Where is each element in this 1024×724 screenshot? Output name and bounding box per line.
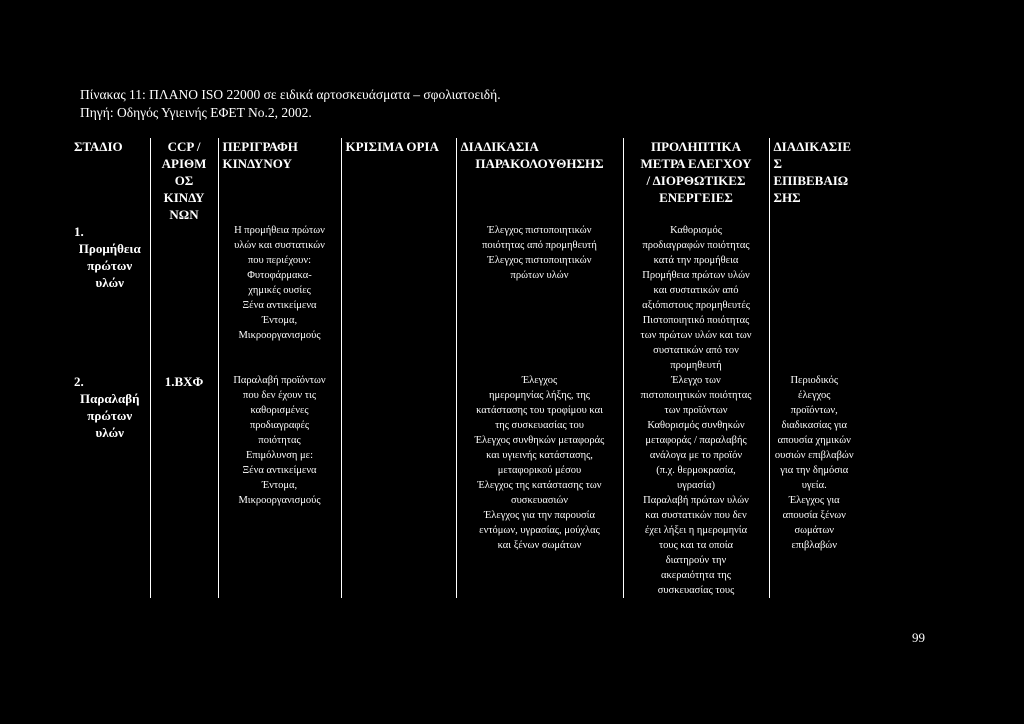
hazard-cell: Παραλαβή προϊόντων που δεν έχουν τις καθορισμένες προδιαγραφές ποιότητας Επιμόλυνση με: Ξένα αντικείμενα Έντομα, Μικροοργανισμούς — [218, 373, 341, 598]
caption-title: Πίνακας 11: ΠΛΑΝΟ ISO 22000 σε ειδικά αρτοσκευάσματα – σφολιατοειδή. — [80, 87, 501, 102]
haccp-table — [70, 138, 859, 598]
stage-cell: 2. Παραλαβή πρώτων υλών — [70, 373, 150, 598]
preventive-cell: Έλεγχο των πιστοποιητικών ποιότητας των προϊόντων Καθορισμός συνθηκών μεταφοράς / παραλαβής ανάλογα με το προϊόν (π.χ. θερμοκρασία, υγρασία) Παραλαβή πρώτων υλών και συστατικών που δεν έχει λήξει η ημερομηνία τους και τα οποία διατηρούν την ακεραιότητα της συσκευασίας τους — [623, 373, 769, 598]
header-verification: ΔΙΑΔΙΚΑΣΙΕ Σ ΕΠΙΒΕΒΑΙΩ ΣΗΣ — [773, 139, 852, 205]
header-critical-limits: ΚΡΙΣΙΜΑ ΟΡΙΑ — [341, 138, 456, 223]
header-monitoring: ΔΙΑΔΙΚΑΣΙΑ ΠΑΡΑΚΟΛΟΥΘΗΣΗΣ — [456, 138, 623, 223]
limits-cell — [341, 373, 456, 598]
stage-cell: 1. Προμήθεια πρώτων υλών — [70, 223, 150, 373]
ccp-cell: 1.ΒΧΦ — [150, 373, 218, 598]
header-hazard: ΠΕΡΙΓΡΑΦΗ ΚΙΝΔΥΝΟΥ — [218, 138, 341, 223]
table-header-row — [70, 138, 859, 223]
table-caption — [80, 86, 501, 122]
caption-source: Πηγή: Οδηγός Υγιεινής ΕΦΕΤ No.2, 2002. — [80, 105, 312, 120]
table-row — [70, 373, 859, 598]
monitoring-cell: Έλεγχος πιστοποιητικών ποιότητας από προμηθευτή Έλεγχος πιστοποιητικών πρώτων υλών — [456, 223, 623, 373]
table-row — [70, 223, 859, 373]
preventive-cell: Καθορισμός προδιαγραφών ποιότητας κατά την προμήθεια Προμήθεια πρώτων υλών και συστατικών από αξιόπιστους προμηθευτές Πιστοποιητικό ποιότητας των πρώτων υλών και των συστατικών από τον προμηθευτή — [623, 223, 769, 373]
hazard-cell: Η προμήθεια πρώτων υλών και συστατικών που περιέχουν: Φυτοφάρμακα- χημικές ουσίες Ξένα αντικείμενα Έντομα, Μικροοργανισμούς — [218, 223, 341, 373]
header-ccp: CCP / ΑΡΙΘΜ ΟΣ ΚΙΝΔΥ ΝΩΝ — [150, 138, 218, 223]
header-preventive: ΠΡΟΛΗΠΤΙΚΑ ΜΕΤΡΑ ΕΛΕΓΧΟΥ / ΔΙΟΡΘΩΤΙΚΕΣ ΕΝΕΡΓΕΙΕΣ — [623, 138, 769, 223]
limits-cell — [341, 223, 456, 373]
header-stage: ΣΤΑΔΙΟ — [70, 138, 150, 223]
ccp-cell — [150, 223, 218, 373]
verification-cell: Περιοδικός έλεγχος προϊόντων, διαδικασίας για απουσία χημικών ουσιών επιβλαβών για την δημόσια υγεία. Έλεγχος για απουσία ξένων σωμάτων επιβλαβών — [774, 375, 854, 551]
verification-cell — [769, 223, 859, 373]
monitoring-cell: Έλεγχος ημερομηνίας λήξης, της κατάστασης του τροφίμου και της συσκευασίας του Έλεγχος συνθηκών μεταφοράς και υγιεινής κατάστασης, μεταφορικού μέσου Έλεγχος της κατάστασης των συσκευασιών Έλεγχος για την παρουσία εντόμων, υγρασίας, μούχλας και ξένων σωμάτων — [456, 373, 623, 598]
page-number: 99 — [912, 630, 925, 645]
